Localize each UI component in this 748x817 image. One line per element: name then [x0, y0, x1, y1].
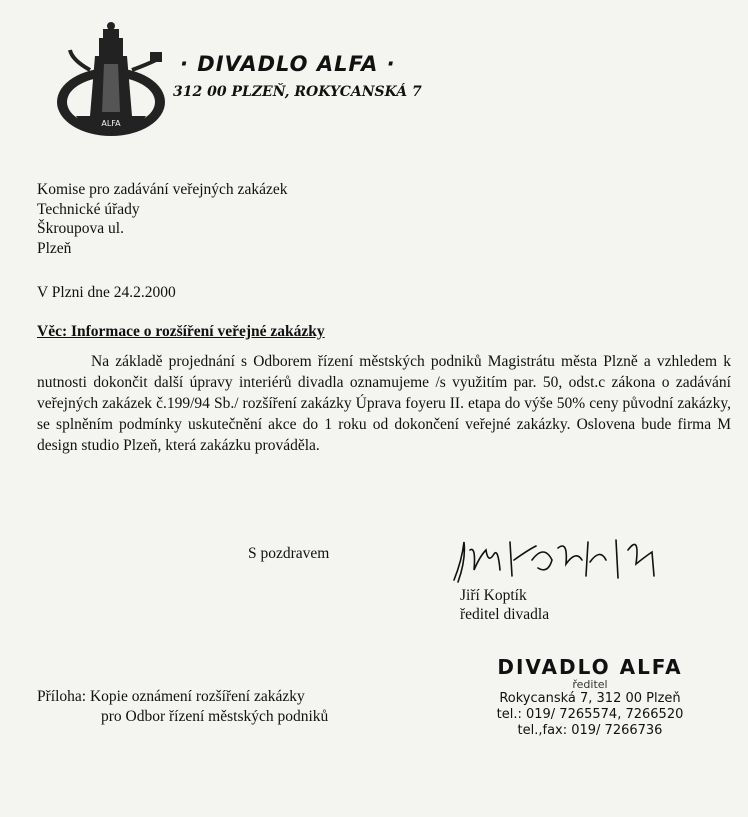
stamp-fax: tel.,fax: 019/ 7266736 — [517, 723, 663, 738]
stamp-tel: tel.: 019/ 7265574, 7266520 — [496, 707, 684, 722]
theatre-logo — [52, 20, 170, 140]
stamp-role: ředitel — [572, 678, 608, 691]
attachment-line: pro Odbor řízení městských podniků — [101, 707, 329, 725]
theatre-stamp — [470, 655, 710, 739]
stamp-name: DIVADLO ALFA — [497, 655, 683, 679]
logo-text: ALFA — [101, 119, 121, 128]
recipient-address — [37, 180, 287, 258]
signer-title: ředitel divadla — [460, 606, 550, 623]
signer-block — [460, 586, 549, 624]
recipient-line: Škroupova ul. — [37, 220, 124, 237]
recipient-line: Technické úřady — [37, 200, 140, 218]
greeting: S pozdravem — [248, 545, 330, 562]
letter-date: V Plzni dne 24.2.2000 — [37, 284, 176, 301]
attachment-note — [37, 687, 328, 726]
letter-body: Na základě projednání s Odborem řízení městských podniků Magistrátu města Plzně a vzhledem k nutnosti dokončit další úpravy interiérů divadla oznamujeme /s využitím par. 50, odst.c zákona o zadávání veřejných zakázek č.199/94 Sb./ rozšíření zakázky Úprava foyeru II. etapa do výše 50% ceny původní zakázky, se splněním podmínky uskutečnění akce do 1 roku od dokončení veřejné zakázky. Oslovena bude firma M design studio Plzeň, která zakázku prováděla. — [37, 353, 731, 454]
letterhead-name: · DIVADLO ALFA · — [180, 52, 396, 76]
letter-subject: Věc: Informace o rozšíření veřejné zakázky — [37, 323, 325, 340]
recipient-line: Plzeň — [37, 239, 72, 257]
handwritten-signature — [440, 520, 690, 592]
signer-name: Jiří Koptík — [460, 587, 527, 604]
stamp-address: Rokycanská 7, 312 00 Plzeň — [499, 691, 681, 706]
letterhead-address: 312 00 PLZEŇ, ROKYCANSKÁ 7 — [173, 84, 422, 100]
recipient-line: Komise pro zadávání veřejných zakázek — [37, 181, 288, 198]
attachment-line: Příloha: Kopie oznámení rozšíření zakázky — [37, 688, 305, 705]
